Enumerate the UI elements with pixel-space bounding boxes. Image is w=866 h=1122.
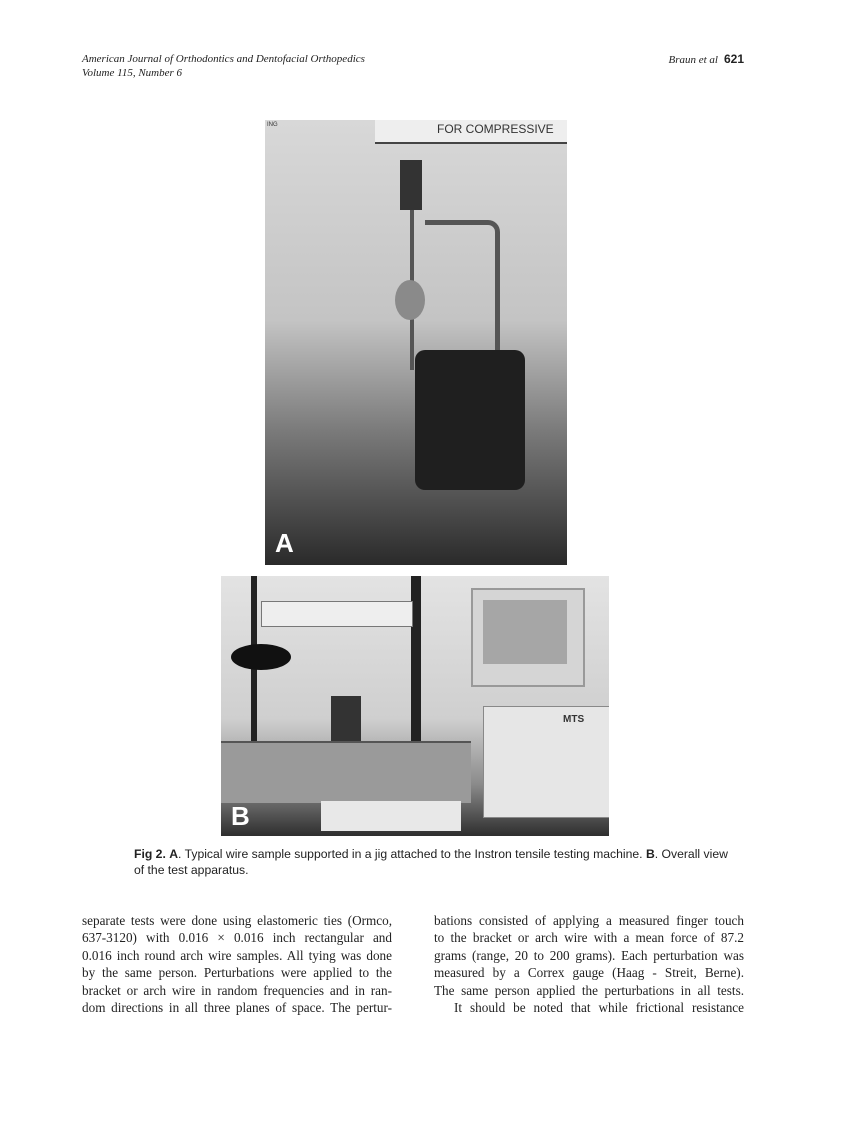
keyboard (321, 801, 461, 831)
load-cell (261, 601, 413, 627)
figure-photo-a (265, 120, 567, 565)
caption-b: B (645, 847, 655, 861)
text-line: separate tests were done using elastomeric ties (Ormco, (82, 913, 392, 928)
caption-a: A (169, 847, 179, 861)
jig-frame (425, 220, 500, 365)
jig (331, 696, 361, 741)
caption-a-text: . Typical wire sample supported in a jig attached to the Instron tensile testing machine. (178, 847, 646, 861)
photo-text: FOR COMPRESSIVE (437, 122, 554, 136)
grip (400, 160, 422, 210)
machine-base (221, 741, 471, 803)
panel-label-a: A (275, 528, 294, 558)
text-line: 637-3120) with 0.016 × 0.016 inch rectangular and (82, 930, 392, 946)
body-column-right (434, 912, 744, 1016)
jig-mechanism (415, 350, 525, 490)
controller (483, 706, 609, 818)
caption-b-text: . Overall view of the test apparatus. (134, 847, 728, 877)
text-line: dom directions in all three planes of space. The pertur- (82, 1000, 392, 1016)
author-page (668, 52, 744, 67)
lamp (231, 644, 291, 670)
photo-text: MTS (563, 714, 585, 725)
photo-text: ING (267, 122, 278, 128)
journal-volume: Volume 115, Number 6 (82, 67, 183, 79)
text-line: measured by a Correx gauge (Haag - Streit, Berne). (434, 965, 744, 981)
figure-photo-b (221, 576, 609, 836)
authors: Braun et al (668, 54, 718, 66)
text-line: bracket or arch wire in random frequencies and in ran- (82, 982, 392, 998)
text-line: 0.016 inch round arch wire samples. All tying was done (82, 947, 392, 963)
text-line: by the same person. Perturbations were applied to the (82, 965, 392, 981)
page-number: 621 (723, 52, 744, 66)
bracket (395, 280, 425, 320)
body-column-left (82, 912, 392, 1016)
panel-label-b: B (231, 801, 250, 831)
figure-caption (134, 846, 734, 878)
running-header (82, 52, 365, 80)
text-line: to the bracket or arch wire with a mean force of 87.2 (434, 930, 744, 946)
journal-title: American Journal of Orthodontics and Dentofacial Orthopedics (82, 53, 365, 65)
text-line: It should be noted that while frictional resistance (454, 1000, 744, 1016)
monitor-screen (483, 600, 567, 664)
caption-fig: Fig 2. (134, 847, 166, 861)
text-line: grams (range, 20 to 200 grams). Each perturbation was (434, 947, 744, 963)
text-line: bations consisted of applying a measured finger touch (434, 913, 744, 928)
text-line: The same person applied the perturbations in all tests. (434, 982, 744, 998)
